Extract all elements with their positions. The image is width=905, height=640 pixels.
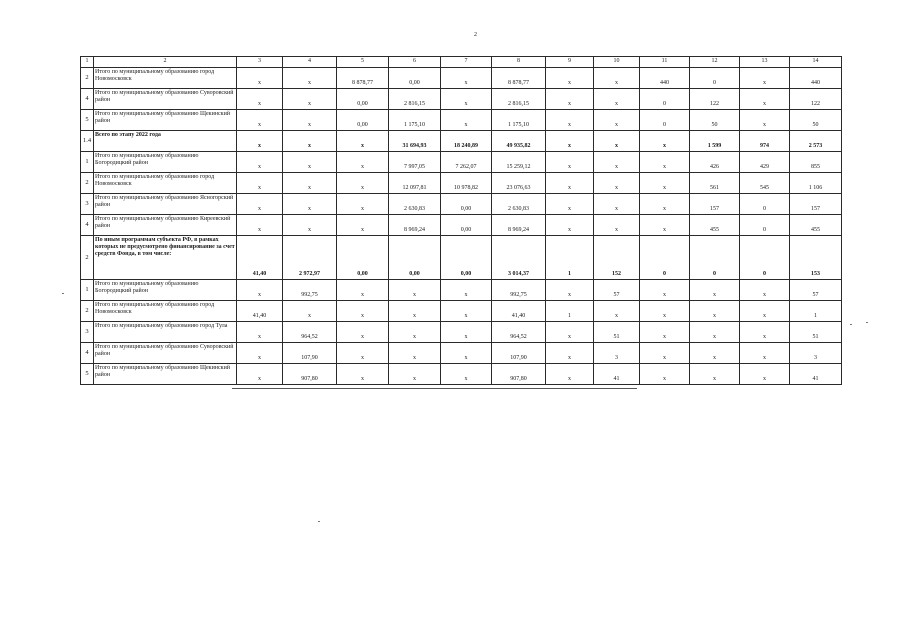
header-cell: 9 xyxy=(546,57,594,68)
table-row xyxy=(81,280,842,301)
value-cell: 429 xyxy=(740,152,790,173)
row-number: 3 xyxy=(81,194,94,215)
value-cell: x xyxy=(640,364,690,385)
value-cell: 7 997,05 xyxy=(389,152,441,173)
value-cell: x xyxy=(441,89,492,110)
row-name: Итого по муниципальному образованию Богородицкий район xyxy=(94,152,237,173)
value-cell: 122 xyxy=(690,89,740,110)
row-number: 1 xyxy=(81,152,94,173)
value-cell: x xyxy=(441,343,492,364)
header-cell: 3 xyxy=(237,57,283,68)
header-cell: 14 xyxy=(790,57,842,68)
value-cell: x xyxy=(237,215,283,236)
value-cell: x xyxy=(283,194,337,215)
value-cell: x xyxy=(690,343,740,364)
value-cell: 8 878,77 xyxy=(337,68,389,89)
value-cell: x xyxy=(283,89,337,110)
value-cell: x xyxy=(594,89,640,110)
value-cell: 0,00 xyxy=(441,215,492,236)
value-cell: x xyxy=(283,131,337,152)
row-number: 1 xyxy=(81,280,94,301)
value-cell: 31 694,93 xyxy=(389,131,441,152)
value-cell: 455 xyxy=(790,215,842,236)
scan-mark xyxy=(62,293,64,294)
value-cell: 153 xyxy=(790,236,842,280)
value-cell: 561 xyxy=(690,173,740,194)
value-cell: x xyxy=(337,364,389,385)
value-cell: 41,40 xyxy=(237,301,283,322)
value-cell: x xyxy=(389,343,441,364)
row-number: 4 xyxy=(81,89,94,110)
value-cell: 0,00 xyxy=(337,110,389,131)
value-cell: 1 175,10 xyxy=(492,110,546,131)
value-cell: x xyxy=(237,152,283,173)
value-cell: 50 xyxy=(690,110,740,131)
value-cell: 1 106 xyxy=(790,173,842,194)
header-cell: 10 xyxy=(594,57,640,68)
row-name: Всего по этапу 2022 года xyxy=(94,131,237,152)
row-name: Итого по муниципальному образованию Щекинский район xyxy=(94,364,237,385)
table-row xyxy=(81,89,842,110)
value-cell: x xyxy=(389,364,441,385)
row-name: Итого по муниципальному образованию Богородицкий район xyxy=(94,280,237,301)
value-cell: 1 599 xyxy=(690,131,740,152)
value-cell: x xyxy=(594,194,640,215)
header-cell: 8 xyxy=(492,57,546,68)
header-cell: 12 xyxy=(690,57,740,68)
value-cell: 1 xyxy=(790,301,842,322)
page-number: 2 xyxy=(474,32,477,38)
value-cell: 0 xyxy=(640,89,690,110)
value-cell: x xyxy=(546,322,594,343)
value-cell: x xyxy=(740,110,790,131)
value-cell: x xyxy=(690,364,740,385)
value-cell: x xyxy=(389,322,441,343)
row-number: 4 xyxy=(81,343,94,364)
value-cell: x xyxy=(441,280,492,301)
value-cell: 0 xyxy=(740,194,790,215)
value-cell: 41,40 xyxy=(237,236,283,280)
value-cell: x xyxy=(441,68,492,89)
value-cell: x xyxy=(546,68,594,89)
value-cell: x xyxy=(283,301,337,322)
value-cell: 2 630,83 xyxy=(389,194,441,215)
value-cell: x xyxy=(546,110,594,131)
value-cell: x xyxy=(337,343,389,364)
row-number: 1.4 xyxy=(81,131,94,152)
value-cell: 907,80 xyxy=(283,364,337,385)
value-cell: 0 xyxy=(690,236,740,280)
value-cell: 2 816,15 xyxy=(389,89,441,110)
row-name: Итого по муниципальному образованию Суворовский район xyxy=(94,89,237,110)
table-row xyxy=(81,173,842,194)
value-cell: x xyxy=(237,322,283,343)
value-cell: x xyxy=(594,110,640,131)
value-cell: 974 xyxy=(740,131,790,152)
value-cell: 122 xyxy=(790,89,842,110)
value-cell: x xyxy=(237,364,283,385)
value-cell: 1 xyxy=(546,236,594,280)
table-row xyxy=(81,343,842,364)
value-cell: 2 972,97 xyxy=(283,236,337,280)
value-cell: 51 xyxy=(790,322,842,343)
value-cell: x xyxy=(237,89,283,110)
value-cell: 2 573 xyxy=(790,131,842,152)
row-name: Итого по муниципальному образованию город Тула xyxy=(94,322,237,343)
value-cell: 41 xyxy=(790,364,842,385)
scan-mark xyxy=(850,324,852,325)
value-cell: x xyxy=(337,173,389,194)
value-cell: 0,00 xyxy=(337,89,389,110)
row-number: 2 xyxy=(81,173,94,194)
value-cell: x xyxy=(283,215,337,236)
value-cell: x xyxy=(283,68,337,89)
value-cell: x xyxy=(283,110,337,131)
value-cell: x xyxy=(740,89,790,110)
value-cell: x xyxy=(640,301,690,322)
value-cell: 3 014,37 xyxy=(492,236,546,280)
value-cell: x xyxy=(546,194,594,215)
value-cell: 0 xyxy=(690,68,740,89)
value-cell: 0,00 xyxy=(441,194,492,215)
value-cell: 440 xyxy=(640,68,690,89)
value-cell: 0,00 xyxy=(337,236,389,280)
value-cell: 0,00 xyxy=(389,236,441,280)
row-name: По иным программам субъекта РФ, в рамках которых не предусмотрено финансирование за счет средств Фонда, в том числе: xyxy=(94,236,237,280)
value-cell: 1 xyxy=(546,301,594,322)
table-row xyxy=(81,301,842,322)
row-name: Итого по муниципальному образованию город Новомосковск xyxy=(94,173,237,194)
value-cell: x xyxy=(594,301,640,322)
scan-mark xyxy=(866,322,868,323)
row-name: Итого по муниципальному образованию город Новомосковск xyxy=(94,301,237,322)
header-cell: 4 xyxy=(283,57,337,68)
value-cell: x xyxy=(237,194,283,215)
value-cell: x xyxy=(441,322,492,343)
row-number: 5 xyxy=(81,364,94,385)
row-name: Итого по муниципальному образованию Ясногорский район xyxy=(94,194,237,215)
value-cell: 3 xyxy=(790,343,842,364)
row-number: 2 xyxy=(81,236,94,280)
value-cell: x xyxy=(640,215,690,236)
value-cell: x xyxy=(237,131,283,152)
value-cell: 545 xyxy=(740,173,790,194)
value-cell: 57 xyxy=(594,280,640,301)
value-cell: 157 xyxy=(790,194,842,215)
table-row xyxy=(81,152,842,173)
value-cell: 12 097,81 xyxy=(389,173,441,194)
value-cell: 15 259,12 xyxy=(492,152,546,173)
value-cell: x xyxy=(594,68,640,89)
value-cell: x xyxy=(546,152,594,173)
header-cell: 7 xyxy=(441,57,492,68)
row-number: 2 xyxy=(81,301,94,322)
data-table xyxy=(80,56,842,385)
value-cell: x xyxy=(337,301,389,322)
value-cell: 157 xyxy=(690,194,740,215)
value-cell: 426 xyxy=(690,152,740,173)
value-cell: x xyxy=(690,322,740,343)
value-cell: x xyxy=(283,173,337,194)
row-name: Итого по муниципальному образованию Щекинский район xyxy=(94,110,237,131)
value-cell: x xyxy=(640,194,690,215)
value-cell: x xyxy=(594,215,640,236)
table-row xyxy=(81,236,842,280)
value-cell: x xyxy=(640,322,690,343)
value-cell: 1 175,10 xyxy=(389,110,441,131)
value-cell: 0 xyxy=(740,236,790,280)
value-cell: 8 878,77 xyxy=(492,68,546,89)
value-cell: x xyxy=(740,68,790,89)
value-cell: 964,52 xyxy=(492,322,546,343)
value-cell: x xyxy=(389,280,441,301)
row-number: 5 xyxy=(81,110,94,131)
value-cell: x xyxy=(237,110,283,131)
value-cell: 10 978,82 xyxy=(441,173,492,194)
value-cell: 41 xyxy=(594,364,640,385)
value-cell: 3 xyxy=(594,343,640,364)
value-cell: x xyxy=(640,173,690,194)
value-cell: x xyxy=(690,301,740,322)
header-cell: 5 xyxy=(337,57,389,68)
value-cell: x xyxy=(237,280,283,301)
value-cell: x xyxy=(546,89,594,110)
value-cell: x xyxy=(740,322,790,343)
scan-mark xyxy=(318,521,320,522)
value-cell: x xyxy=(594,173,640,194)
value-cell: 7 262,07 xyxy=(441,152,492,173)
value-cell: 8 969,24 xyxy=(389,215,441,236)
value-cell: x xyxy=(237,343,283,364)
value-cell: 0,00 xyxy=(441,236,492,280)
footer-rule xyxy=(232,388,637,389)
value-cell: x xyxy=(389,301,441,322)
value-cell: x xyxy=(594,152,640,173)
value-cell: x xyxy=(640,280,690,301)
value-cell: 107,90 xyxy=(492,343,546,364)
value-cell: x xyxy=(546,343,594,364)
value-cell: x xyxy=(740,343,790,364)
value-cell: x xyxy=(283,152,337,173)
header-cell: 6 xyxy=(389,57,441,68)
value-cell: 49 935,82 xyxy=(492,131,546,152)
row-number: 4 xyxy=(81,215,94,236)
value-cell: 992,75 xyxy=(283,280,337,301)
value-cell: x xyxy=(441,364,492,385)
value-cell: 50 xyxy=(790,110,842,131)
value-cell: 0,00 xyxy=(389,68,441,89)
value-cell: 455 xyxy=(690,215,740,236)
value-cell: 41,40 xyxy=(492,301,546,322)
value-cell: 992,75 xyxy=(492,280,546,301)
value-cell: x xyxy=(237,173,283,194)
header-cell: 1 xyxy=(81,57,94,68)
value-cell: 57 xyxy=(790,280,842,301)
row-number: 3 xyxy=(81,322,94,343)
value-cell: 23 076,63 xyxy=(492,173,546,194)
value-cell: x xyxy=(337,280,389,301)
value-cell: x xyxy=(441,110,492,131)
value-cell: x xyxy=(594,131,640,152)
value-cell: x xyxy=(337,131,389,152)
table-row xyxy=(81,215,842,236)
table-row xyxy=(81,110,842,131)
value-cell: 907,80 xyxy=(492,364,546,385)
value-cell: x xyxy=(640,343,690,364)
header-cell: 13 xyxy=(740,57,790,68)
value-cell: 855 xyxy=(790,152,842,173)
value-cell: x xyxy=(337,152,389,173)
table-row xyxy=(81,68,842,89)
value-cell: 2 630,83 xyxy=(492,194,546,215)
header-cell: 2 xyxy=(94,57,237,68)
value-cell: x xyxy=(337,194,389,215)
value-cell: x xyxy=(640,152,690,173)
value-cell: x xyxy=(337,215,389,236)
value-cell: x xyxy=(546,280,594,301)
value-cell: x xyxy=(546,131,594,152)
value-cell: x xyxy=(546,364,594,385)
value-cell: 440 xyxy=(790,68,842,89)
value-cell: x xyxy=(690,280,740,301)
value-cell: 2 816,15 xyxy=(492,89,546,110)
value-cell: 107,90 xyxy=(283,343,337,364)
value-cell: x xyxy=(441,301,492,322)
value-cell: x xyxy=(740,301,790,322)
value-cell: x xyxy=(237,68,283,89)
row-name: Итого по муниципальному образованию город Новомосковск xyxy=(94,68,237,89)
header-cell: 11 xyxy=(640,57,690,68)
row-name: Итого по муниципальному образованию Суворовский район xyxy=(94,343,237,364)
value-cell: x xyxy=(640,131,690,152)
row-number: 2 xyxy=(81,68,94,89)
table-row xyxy=(81,322,842,343)
header-row xyxy=(81,57,842,68)
table-row xyxy=(81,364,842,385)
value-cell: 0 xyxy=(640,110,690,131)
value-cell: 8 969,24 xyxy=(492,215,546,236)
value-cell: x xyxy=(740,364,790,385)
value-cell: 0 xyxy=(640,236,690,280)
value-cell: x xyxy=(740,280,790,301)
value-cell: 18 240,89 xyxy=(441,131,492,152)
value-cell: x xyxy=(546,173,594,194)
value-cell: x xyxy=(337,322,389,343)
value-cell: 152 xyxy=(594,236,640,280)
table-row xyxy=(81,194,842,215)
row-name: Итого по муниципальному образованию Киреевский район xyxy=(94,215,237,236)
table-row xyxy=(81,131,842,152)
value-cell: 964,52 xyxy=(283,322,337,343)
value-cell: 51 xyxy=(594,322,640,343)
value-cell: x xyxy=(546,215,594,236)
value-cell: 0 xyxy=(740,215,790,236)
